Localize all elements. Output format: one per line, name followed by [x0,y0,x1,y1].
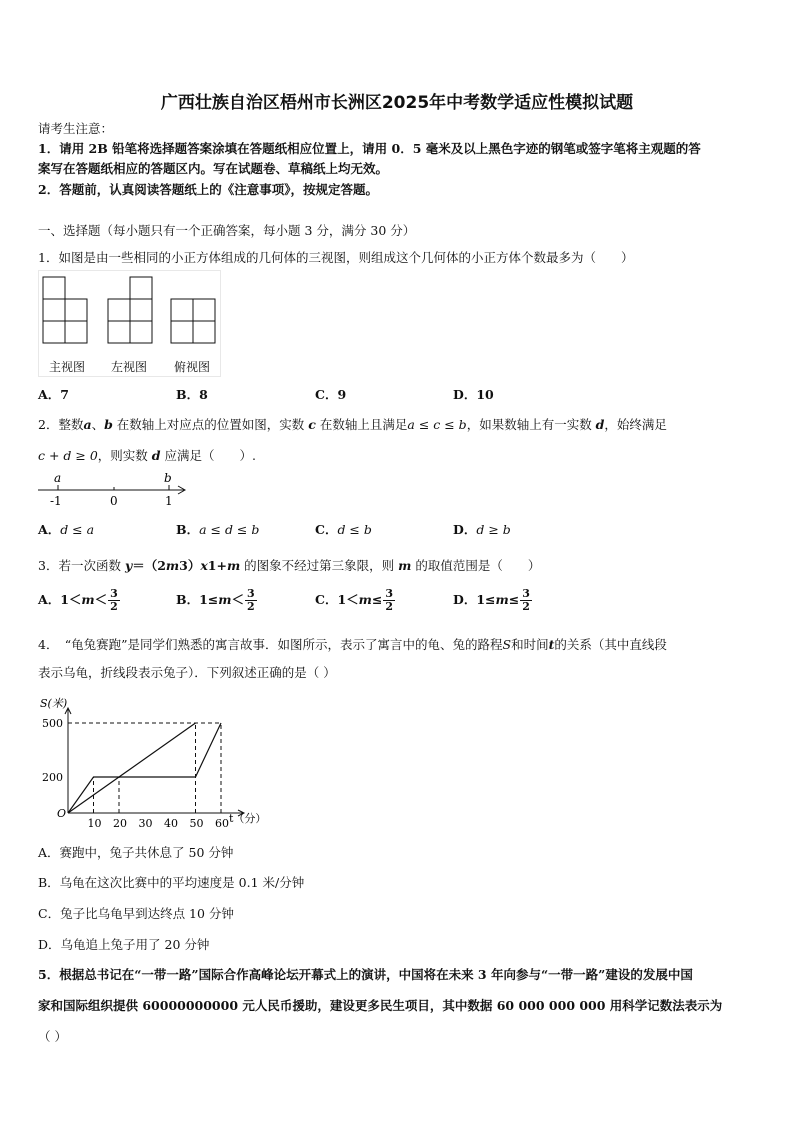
option-label: D． [453,522,477,537]
q4-text: 的关系（其中直线段 [554,637,667,652]
q2-var-d: d [151,448,161,463]
y-tick-label: 500 [42,717,63,730]
axis-label-a: a [54,471,62,485]
view-label-left: 左视图 [111,360,148,374]
option-relation: ≤ [508,592,520,607]
q3-option-a[interactable] [38,588,121,613]
fraction [520,588,532,613]
option-label: D．1≤ [453,592,496,607]
q4-var-t: t [548,637,555,652]
x-tick-label: 10 [87,817,102,830]
option-var: m [495,592,509,607]
q2-stem-line2 [38,447,256,465]
option-relation: ＜ [231,592,244,607]
view-label-front: 主视图 [49,360,86,374]
option-var: m [358,592,372,607]
x-tick-label: 60 [215,817,229,830]
q5-stem-line1: 5．根据总书记在“一带一路”国际合作高峰论坛开幕式上的演讲，中国将在未来 3 年向参与“一带一路”建设的发展中国 [38,967,693,982]
q3-text: ＝（2 [132,558,166,573]
q1-option-d[interactable]: D．10 [453,387,494,402]
fraction-numerator: 3 [522,587,530,600]
q3-text: 3） [179,558,201,573]
q3-text: 的取值范围是（ ） [411,558,541,573]
q5-stem-line3: （ ） [38,1029,67,1044]
q2-stem-line1 [38,416,667,434]
origin-label: O [57,807,67,820]
series-line-tortoise [68,723,196,813]
q3-var-m: m [226,558,241,573]
fraction-denominator: 2 [522,600,530,613]
fraction [245,588,257,613]
q2-number-line [36,470,196,510]
option-relation: ≤ [371,592,383,607]
option-label: B． [176,522,200,537]
notice-item-1b: 案写在答题纸相应的答题区内。写在试题卷、草稿纸上均无效。 [38,161,389,176]
x-tick-label: 50 [189,817,204,830]
q1-option-c[interactable]: C．9 [315,387,347,402]
q1-option-a[interactable]: A．7 [38,387,69,402]
x-axis-label: t（分） [229,812,267,825]
q4-option-c[interactable]: C．兔子比乌龟早到达终点 10 分钟 [38,906,234,921]
fraction-numerator: 3 [247,587,255,600]
q4-option-b[interactable]: B．乌龟在这次比赛中的平均速度是 0.1 米/分钟 [38,875,305,890]
axis-tick-minus1: -1 [50,494,62,508]
graph-axes [65,708,244,816]
q2-var-a: a [83,417,92,432]
notice-heading: 请考生注意： [38,121,114,136]
option-relation: ＜ [94,592,108,607]
q2-option-d[interactable] [453,520,511,538]
q4-text: 4． “龟兔赛跑”是同学们熟悉的寓言故事．如图所示，表示了寓言中的龟、兔的路程 [38,637,503,652]
notice-item-2: 2．答题前，认真阅读答题纸上的《注意事项》，按规定答题。 [38,182,378,197]
front-view-grid [43,277,87,343]
q2-var-d: d [595,417,605,432]
q3-options [38,588,758,618]
x-tick-label: 40 [164,817,178,830]
q2-text: 在数轴上对应点的位置如图，实数 [112,417,309,432]
q4-option-d[interactable]: D．乌龟追上兔子用了 20 分钟 [38,937,210,952]
option-label: C．1＜ [315,592,359,607]
q2-option-a[interactable] [38,520,94,538]
q3-text: 1+ [207,558,227,573]
axis-tick-1: 1 [165,494,173,508]
q3-option-c[interactable] [315,588,396,613]
q2-text: 应满足（ ）. [160,448,256,463]
q4-text: 和时间 [511,637,549,652]
q2-text: 、 [91,417,105,432]
q3-stem [38,557,540,575]
q3-text: 的图象不经过第三象限，则 [240,558,399,573]
fraction-numerator: 3 [385,587,394,600]
fraction-denominator: 2 [385,600,394,613]
axis-tick-0: 0 [110,494,118,508]
fraction [383,588,395,613]
fraction-numerator: 3 [110,587,118,600]
y-axis-label: S(米) [40,697,68,710]
fraction-denominator: 2 [247,600,255,613]
option-label: A． [38,522,61,537]
section-heading: 一、选择题（每小题只有一个正确答案，每小题 3 分，满分 30 分） [38,223,416,238]
q4-var-s: S [502,637,512,652]
option-expr: a ≤ d ≤ b [199,522,260,537]
fraction-denominator: 2 [110,600,118,613]
q3-var-x: x [200,558,208,573]
q2-var-c: c [308,417,316,432]
q3-var-m: m [398,558,412,573]
q3-text: 3．若一次函数 [38,558,125,573]
q4-stem-line1 [38,636,667,654]
q2-condition: c + d ≥ 0 [38,448,98,463]
q1-option-b[interactable]: B．8 [176,387,208,402]
q5-stem-line2: 家和国际组织提供 60000000000 元人民币援助，建设更多民生项目，其中数据 60 000 000 000 用科学记数法表示为 [38,998,723,1013]
axis-label-b: b [164,471,172,485]
option-expr: d ≤ b [337,522,372,537]
top-view-grid [171,299,215,343]
q3-option-d[interactable] [453,588,533,613]
view-label-top: 俯视图 [174,360,211,374]
left-view-grid [108,277,152,343]
q3-var-y: y [124,558,133,573]
q2-var-b: b [104,417,113,432]
q2-text: ，如果数轴上有一实数 [466,417,596,432]
y-tick-label: 200 [42,771,63,784]
option-expr: d ≥ b [476,522,511,537]
q2-text: ，始终满足 [604,417,667,432]
option-expr: d ≤ a [60,522,95,537]
q2-text: ，则实数 [97,448,152,463]
q2-option-c[interactable] [315,520,372,538]
option-var: m [81,592,95,607]
x-tick-label: 20 [113,817,127,830]
q2-inequality: a ≤ c ≤ b [407,417,467,432]
q3-option-b[interactable] [176,588,258,613]
option-var: m [218,592,232,607]
q3-var-m: m [165,558,180,573]
graph-series [68,723,221,813]
q1-stem: 1．如图是由一些相同的小正方体组成的几何体的三视图，则组成这个几何体的小正方体个数最多为（ ） [38,250,634,265]
q4-distance-time-graph [34,695,274,835]
q2-text: 在数轴上且满足 [315,417,408,432]
option-label: B．1≤ [176,592,219,607]
fraction [108,588,120,613]
q4-option-a[interactable]: A．赛跑中，兔子共休息了 50 分钟 [38,845,234,860]
option-label: C． [315,522,338,537]
q2-text: 2．整数 [38,417,84,432]
graph-labels [40,697,266,830]
series-line-rabbit [68,723,221,813]
q4-stem-line2: 表示乌龟，折线段表示兔子）．下列叙述正确的是（ ） [38,665,336,680]
q2-option-b[interactable] [176,520,259,538]
notice-item-1a: 1．请用 2B 铅笔将选择题答案涂填在答题纸相应位置上，请用 0．5 毫米及以上黑色字迹的钢笔或签字笔将主观题的答 [38,141,701,156]
option-label: A．1＜ [38,592,82,607]
x-tick-label: 30 [138,817,153,830]
graph-guides [68,723,221,813]
page-title: 广西壮族自治区梧州市长洲区2025年中考数学适应性模拟试题 [160,93,634,113]
